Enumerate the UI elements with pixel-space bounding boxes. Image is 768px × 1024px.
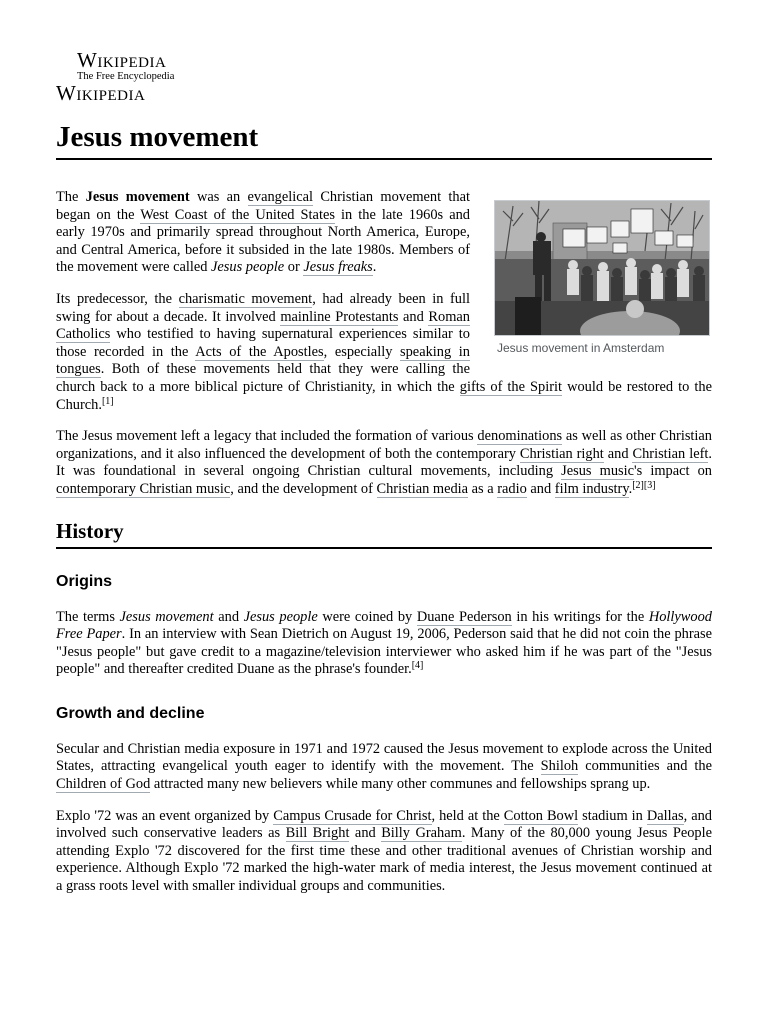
link-roman-catholics[interactable]: Roman Catholics bbox=[56, 308, 470, 343]
lead-paragraph-1: The Jesus movement was an evangelical Christian movement that began on the West Coast of the United States in the late 1960s and early 1970s and primarily spread throughout North America, Europe, and Central America, before it subsided in the late 1980s. Members of the movement were called Jesus people or Jesus freaks. bbox=[56, 189, 470, 276]
citation-1[interactable]: [1] bbox=[101, 395, 114, 407]
link-dallas[interactable]: Dallas bbox=[646, 807, 684, 824]
link-christian-right[interactable]: Christian right bbox=[519, 445, 604, 462]
figure-caption: Jesus movement in Amsterdam bbox=[497, 341, 665, 355]
link-duane-pederson[interactable]: Duane Pederson bbox=[416, 608, 512, 625]
bold-term: Jesus movement bbox=[85, 189, 190, 205]
wikipedia-logo[interactable] bbox=[56, 50, 174, 104]
link-cotton-bowl[interactable]: Cotton Bowl bbox=[503, 807, 579, 824]
subsection-heading-origins: Origins bbox=[56, 572, 113, 590]
link-christian-media[interactable]: Christian media bbox=[376, 480, 469, 497]
link-film-industry[interactable]: film industry bbox=[554, 480, 629, 497]
link-radio[interactable]: radio bbox=[497, 480, 527, 497]
logo-tagline: The Free Encyclopedia bbox=[77, 71, 175, 82]
figure-amsterdam bbox=[494, 200, 712, 355]
link-acts-of-the-apostles[interactable]: Acts of the Apostles bbox=[195, 343, 324, 360]
link-contemporary-christian-music[interactable]: contemporary Christian music bbox=[56, 480, 231, 497]
article-body bbox=[56, 189, 712, 910]
logo-wordmark-secondary: Wikipedia bbox=[56, 81, 146, 105]
link-shiloh[interactable]: Shiloh bbox=[540, 758, 579, 775]
citation-2[interactable]: [2] bbox=[632, 479, 644, 491]
link-charismatic-movement[interactable]: charismatic movement bbox=[178, 290, 313, 307]
link-speaking-in-tongues[interactable]: speaking in tongues bbox=[56, 343, 470, 378]
citation-4[interactable]: [4] bbox=[411, 660, 424, 672]
photo-image bbox=[495, 201, 709, 335]
link-billy-graham[interactable]: Billy Graham bbox=[381, 825, 462, 842]
lead-paragraph-3: The Jesus movement left a legacy that included the formation of various denominations as well as other Christian organizations, and it also influenced the development of both the contemporary Christian right and Christian left. It was foundational in several ongoing Christian cultural movements, including Jesus music's impact on contemporary Christian music, and the development of Christian media as a radio and film industry.[2][3] bbox=[56, 428, 712, 497]
subsection-heading-growth-and-decline: Growth and decline bbox=[56, 704, 205, 722]
photo-jesus-movement-amsterdam[interactable] bbox=[494, 200, 710, 336]
link-mainline-protestants[interactable]: mainline Protestants bbox=[280, 308, 399, 325]
citation-3[interactable]: [3] bbox=[643, 479, 656, 491]
link-campus-crusade-for-christ[interactable]: Campus Crusade for Christ bbox=[273, 807, 432, 824]
link-christian-left[interactable]: Christian left bbox=[632, 445, 709, 462]
link-jesus-music[interactable]: Jesus music bbox=[561, 463, 635, 480]
link-jesus-freaks[interactable]: Jesus freaks bbox=[303, 259, 373, 276]
section-heading-history: History bbox=[56, 517, 712, 549]
growth-paragraph-2: Explo '72 was an event organized by Campus Crusade for Christ, held at the Cotton Bowl stadium in Dallas, and involved such conservative leaders as Bill Bright and Billy Graham. Many of the 80,000 young Jesus People attending Explo '72 discovered for the first time these and other traditional avenues of Christian worship and experience. Although Explo '72 marked the high-water mark of media interest, the Jesus movement continued at a grass roots level with smaller individual groups and communities. bbox=[56, 807, 713, 895]
page-title: Jesus movement bbox=[56, 120, 712, 160]
link-bill-bright[interactable]: Bill Bright bbox=[285, 825, 350, 842]
link-west-coast[interactable]: West Coast of the United States bbox=[140, 206, 335, 223]
link-denominations[interactable]: denominations bbox=[477, 428, 563, 445]
growth-paragraph-1: Secular and Christian media exposure in 1971 and 1972 caused the Jesus movement to explode across the United States, attracting evangelical youth eager to identify with the movement. The Shiloh communities and the Children of God attracted many new believers while many other communes and fellowships sprang up. bbox=[56, 740, 712, 793]
origins-paragraph: The terms Jesus movement and Jesus people were coined by Duane Pederson in his writings for the Hollywood Free Paper. In an interview with Sean Dietrich on August 19, 2006, Pederson said that he did not coin the phrase "Jesus people" but gave credit to a magazine/television interviewer who asked him if he was part of the "Jesus people" and thereafter credited Duane as the phrase's founder.[4] bbox=[56, 608, 712, 678]
link-children-of-god[interactable]: Children of God bbox=[56, 776, 151, 793]
logo-wordmark: Wikipedia bbox=[77, 48, 167, 72]
link-gifts-of-the-spirit[interactable]: gifts of the Spirit bbox=[459, 378, 563, 395]
link-evangelical[interactable]: evangelical bbox=[247, 189, 314, 205]
lead-paragraph-2: Its predecessor, the charismatic movement, had already been in full swing for about a decade. It involved mainline Protestants and Roman Catholics who testified to having supernatural experiences similar to those recorded in the Acts of the Apostles, especially speaking in tongues. Both of these movements held that they were calling the church back to a more biblical picture of Christianity, in which the gifts of the Spirit would be restored to the Church.[1] bbox=[56, 290, 712, 413]
